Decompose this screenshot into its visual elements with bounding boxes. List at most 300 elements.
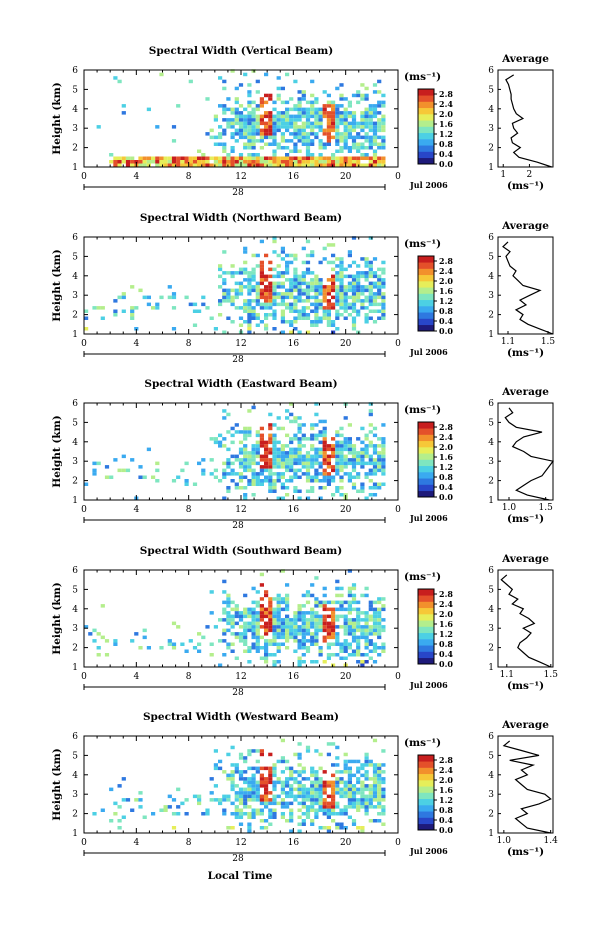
heatmap-cell: [373, 465, 377, 469]
heatmap-cell: [264, 795, 268, 799]
heatmap-cell: [331, 115, 335, 119]
heatmap-cell: [373, 296, 377, 300]
heatmap-cell: [335, 87, 339, 91]
profile-unit-label: (ms⁻¹): [506, 180, 545, 192]
heatmap-cell: [373, 153, 377, 157]
heatmap-cell: [344, 108, 348, 112]
heatmap-cell: [281, 802, 285, 806]
heatmap-cell: [331, 625, 335, 629]
heatmap-cell: [272, 153, 276, 157]
heatmap-cell: [365, 622, 369, 626]
heatmap-cell: [281, 483, 285, 487]
heatmap-cell: [272, 118, 276, 122]
profile-y-tick-label: 4: [488, 271, 494, 282]
day-label: 28: [232, 854, 244, 864]
heatmap-cell: [344, 306, 348, 310]
heatmap-cell: [281, 331, 285, 335]
heatmap-cell: [281, 122, 285, 126]
heatmap-cell: [277, 608, 281, 612]
heatmap-cell: [373, 285, 377, 289]
heatmap-cell: [377, 451, 381, 455]
heatmap-cell: [339, 608, 343, 612]
heatmap-cell: [247, 146, 251, 150]
heatmap-cell: [314, 115, 318, 119]
heatmap-cell: [231, 618, 235, 622]
heatmap-cell: [231, 271, 235, 275]
heatmap-cell: [319, 802, 323, 806]
heatmap-cell: [306, 472, 310, 476]
profile-frame: [498, 237, 553, 334]
heatmap-cell: [235, 430, 239, 434]
heatmap-cell: [277, 632, 281, 636]
heatmap-cell: [147, 296, 151, 300]
heatmap-cell: [319, 317, 323, 321]
heatmap-cell: [360, 136, 364, 140]
heatmap-cell: [264, 327, 268, 331]
heatmap-cell: [360, 129, 364, 133]
y-tick-label: 4: [72, 604, 78, 615]
profile-y-tick-label: 1: [488, 496, 494, 506]
heatmap-cell: [339, 451, 343, 455]
colorbar-swatch: [418, 786, 434, 793]
heatmap-cell: [256, 472, 260, 476]
heatmap-cell: [356, 490, 360, 494]
heatmap-cell: [260, 160, 264, 164]
heatmap-cell: [360, 292, 364, 296]
heatmap-cell: [293, 122, 297, 126]
heatmap-cell: [210, 791, 214, 795]
heatmap-cell: [314, 802, 318, 806]
heatmap-cell: [369, 763, 373, 767]
heatmap-cell: [268, 441, 272, 445]
heatmap-cell: [327, 303, 331, 307]
heatmap-cell: [335, 285, 339, 289]
heatmap-cell: [210, 590, 214, 594]
heatmap-cell: [365, 87, 369, 91]
heatmap-cell: [180, 164, 184, 168]
heatmap-cell: [226, 108, 230, 112]
heatmap-cell: [348, 441, 352, 445]
heatmap-cell: [310, 250, 314, 254]
heatmap-cell: [323, 809, 327, 813]
heatmap-cell: [285, 805, 289, 809]
heatmap-cell: [319, 604, 323, 608]
heatmap-cell: [235, 271, 239, 275]
heatmap-cell: [298, 289, 302, 293]
heatmap-cell: [243, 115, 247, 119]
heatmap-cell: [289, 774, 293, 778]
heatmap-cell: [306, 601, 310, 605]
heatmap-cell: [235, 101, 239, 105]
heatmap-cell: [360, 157, 364, 161]
heatmap-cell: [327, 465, 331, 469]
heatmap-cell: [369, 625, 373, 629]
heatmap-cell: [310, 80, 314, 84]
heatmap-cell: [218, 157, 222, 161]
heatmap-cell: [289, 160, 293, 164]
heatmap-cell: [352, 129, 356, 133]
colorbar-unit-label: (ms⁻¹): [404, 404, 442, 416]
heatmap-cell: [239, 823, 243, 827]
heatmap-cell: [252, 115, 256, 119]
heatmap-cell: [314, 125, 318, 129]
heatmap-cell: [277, 122, 281, 126]
heatmap-cell: [247, 767, 251, 771]
heatmap-cell: [310, 139, 314, 143]
colorbar-swatch: [418, 287, 434, 294]
y-tick-label: 1: [72, 163, 78, 173]
heatmap-cell: [339, 157, 343, 161]
heatmap-cell: [331, 157, 335, 161]
heatmap-cell: [365, 296, 369, 300]
heatmap-cell: [352, 650, 356, 654]
colorbar-swatch: [418, 127, 434, 134]
heatmap-cell: [260, 136, 264, 140]
heatmap-cell: [272, 636, 276, 640]
heatmap-cell: [243, 465, 247, 469]
heatmap-cell: [201, 458, 205, 462]
heatmap-cell: [344, 296, 348, 300]
heatmap-cell: [369, 788, 373, 792]
heatmap-cell: [327, 483, 331, 487]
heatmap-cell: [172, 296, 176, 300]
heatmap-cell: [268, 122, 272, 126]
heatmap-cell: [348, 250, 352, 254]
heatmap-cell: [323, 791, 327, 795]
heatmap-cell: [331, 608, 335, 612]
heatmap-cell: [327, 292, 331, 296]
heatmap-cell: [197, 160, 201, 164]
heatmap-cell: [264, 590, 268, 594]
heatmap-cell: [352, 139, 356, 143]
heatmap-cell: [373, 472, 377, 476]
heatmap-cell: [97, 462, 101, 466]
heatmap-cell: [281, 303, 285, 307]
heatmap-cell: [285, 444, 289, 448]
heatmap-cell: [306, 451, 310, 455]
colorbar-swatch: [418, 466, 434, 473]
heatmap-cell: [122, 104, 126, 108]
heatmap-cell: [319, 788, 323, 792]
heatmap-cell: [373, 493, 377, 497]
heatmap-cell: [306, 118, 310, 122]
heatmap-cell: [352, 143, 356, 147]
heatmap-cell: [339, 150, 343, 154]
heatmap-cell: [272, 597, 276, 601]
heatmap-cell: [289, 292, 293, 296]
heatmap-cell: [352, 324, 356, 328]
heatmap-cell: [339, 493, 343, 497]
heatmap-cell: [298, 618, 302, 622]
heatmap-cell: [310, 129, 314, 133]
heatmap-cell: [268, 115, 272, 119]
heatmap-cell: [381, 292, 385, 296]
heatmap-cell: [164, 809, 168, 813]
heatmap-cell: [235, 791, 239, 795]
heatmap-cell: [314, 136, 318, 140]
heatmap-cell: [281, 257, 285, 261]
heatmap-cell: [348, 798, 352, 802]
heatmap-cell: [260, 455, 264, 459]
heatmap-cell: [335, 303, 339, 307]
heatmap-cell: [231, 770, 235, 774]
heatmap-cell: [118, 164, 122, 168]
profile-x-tick-label: 2: [526, 170, 533, 180]
heatmap-cell: [319, 153, 323, 157]
heatmap-cell: [155, 479, 159, 483]
heatmap-cell: [235, 622, 239, 626]
heatmap-cell: [247, 313, 251, 317]
heatmap-cell: [205, 132, 209, 136]
heatmap-cell: [243, 458, 247, 462]
heatmap-cell: [319, 157, 323, 161]
heatmap-cell: [272, 479, 276, 483]
panel-1: [51, 45, 553, 198]
heatmap-cell: [306, 296, 310, 300]
heatmap-cell: [306, 139, 310, 143]
heatmap-cell: [293, 472, 297, 476]
heatmap-cell: [147, 448, 151, 452]
heatmap-cell: [231, 160, 235, 164]
heatmap-cell: [373, 292, 377, 296]
heatmap-cell: [285, 819, 289, 823]
heatmap-cell: [226, 458, 230, 462]
x-tick-label: 16: [287, 172, 300, 182]
heatmap-cell: [285, 296, 289, 300]
heatmap-cell: [189, 303, 193, 307]
heatmap-cell: [138, 476, 142, 480]
heatmap-cell: [377, 777, 381, 781]
heatmap-cell: [268, 479, 272, 483]
heatmap-cell: [293, 327, 297, 331]
heatmap-cell: [344, 97, 348, 101]
heatmap-cell: [113, 313, 117, 317]
heatmap-cell: [268, 462, 272, 466]
heatmap-cell: [344, 317, 348, 321]
heatmap-cell: [268, 465, 272, 469]
heatmap-cell: [151, 812, 155, 816]
heatmap-cell: [272, 313, 276, 317]
profile-x-tick-label: 1.5: [540, 337, 556, 347]
heatmap-cell: [298, 423, 302, 427]
heatmap-cell: [352, 125, 356, 129]
heatmap-cell: [381, 104, 385, 108]
heatmap-cell: [285, 306, 289, 310]
heatmap-cell: [310, 788, 314, 792]
heatmap-cell: [381, 268, 385, 272]
heatmap-cell: [348, 282, 352, 286]
heatmap-cell: [285, 289, 289, 293]
heatmap-cell: [143, 629, 147, 633]
x-tick-label: 4: [133, 339, 140, 349]
heatmap-cell: [214, 469, 218, 473]
heatmap-cell: [356, 826, 360, 830]
x-tick-label: 0: [395, 339, 401, 349]
heatmap-cell: [302, 434, 306, 438]
heatmap-cell: [356, 331, 360, 335]
heatmap-cell: [365, 278, 369, 282]
heatmap-cell: [210, 777, 214, 781]
heatmap-cell: [272, 618, 276, 622]
heatmap-cell: [306, 150, 310, 154]
heatmap-cell: [256, 798, 260, 802]
heatmap-cell: [373, 739, 377, 743]
heatmap-cell: [365, 146, 369, 150]
heatmap-cell: [239, 115, 243, 119]
heatmap-cell: [356, 132, 360, 136]
heatmap-cell: [298, 774, 302, 778]
heatmap-cell: [256, 601, 260, 605]
heatmap-cell: [272, 299, 276, 303]
heatmap-cell: [339, 462, 343, 466]
heatmap-cell: [319, 420, 323, 424]
profile-y-tick-label: 2: [488, 476, 494, 487]
heatmap-cell: [264, 611, 268, 615]
heatmap-cell: [256, 632, 260, 636]
heatmap-cell: [356, 805, 360, 809]
heatmap-cell: [314, 317, 318, 321]
colorbar-tick-label: 2.0: [439, 442, 453, 452]
heatmap-cell: [214, 157, 218, 161]
heatmap-cell: [285, 111, 289, 115]
heatmap-cell: [285, 493, 289, 497]
heatmap-cell: [239, 83, 243, 87]
heatmap-cell: [298, 788, 302, 792]
heatmap-cell: [298, 784, 302, 788]
heatmap-cell: [377, 622, 381, 626]
heatmap-cell: [323, 164, 327, 168]
heatmap-cell: [344, 601, 348, 605]
heatmap-cell: [352, 594, 356, 598]
heatmap-cell: [256, 296, 260, 300]
heatmap-cell: [298, 629, 302, 633]
heatmap-cell: [298, 742, 302, 746]
heatmap-cell: [92, 469, 96, 473]
colorbar-tick-label: 0.8: [439, 639, 453, 649]
heatmap-cell: [356, 622, 360, 626]
heatmap-cell: [277, 271, 281, 275]
heatmap-cell: [231, 303, 235, 307]
heatmap-cell: [298, 125, 302, 129]
colorbar-tick-label: 2.4: [439, 266, 453, 276]
heatmap-cell: [260, 657, 264, 661]
heatmap-cell: [176, 625, 180, 629]
heatmap-cell: [272, 770, 276, 774]
heatmap-cell: [268, 299, 272, 303]
heatmap-cell: [377, 653, 381, 657]
heatmap-cell: [373, 791, 377, 795]
heatmap-cell: [256, 451, 260, 455]
heatmap-cell: [323, 476, 327, 480]
heatmap-cell: [369, 444, 373, 448]
heatmap-cell: [285, 632, 289, 636]
heatmap-cell: [323, 111, 327, 115]
heatmap-cell: [369, 657, 373, 661]
heatmap-cell: [268, 618, 272, 622]
heatmap-cell: [327, 479, 331, 483]
y-tick-label: 6: [72, 233, 78, 243]
heatmap-cell: [272, 115, 276, 119]
heatmap-cell: [285, 139, 289, 143]
heatmap-cell: [356, 310, 360, 314]
heatmap-cell: [226, 448, 230, 452]
heatmap-cell: [306, 469, 310, 473]
heatmap-cell: [323, 455, 327, 459]
heatmap-cell: [331, 108, 335, 112]
heatmap-cell: [314, 660, 318, 664]
colorbar-swatch: [418, 595, 434, 602]
heatmap-cell: [356, 629, 360, 633]
heatmap-cell: [189, 160, 193, 164]
heatmap-cell: [344, 122, 348, 126]
heatmap-cell: [235, 292, 239, 296]
heatmap-cell: [356, 458, 360, 462]
heatmap-cell: [277, 416, 281, 420]
heatmap-cell: [314, 101, 318, 105]
heatmap-cell: [281, 458, 285, 462]
heatmap-cell: [293, 639, 297, 643]
heatmap-cell: [323, 639, 327, 643]
heatmap-cell: [264, 594, 268, 598]
heatmap-cell: [339, 257, 343, 261]
heatmap-cell: [222, 299, 226, 303]
heatmap-cell: [373, 122, 377, 126]
profile-y-tick-label: 5: [488, 252, 494, 263]
heatmap-cell: [331, 791, 335, 795]
heatmap-cell: [335, 490, 339, 494]
heatmap-cell: [352, 639, 356, 643]
heatmap-cell: [331, 111, 335, 115]
heatmap-cell: [235, 784, 239, 788]
colorbar-tick-label: 0.0: [439, 326, 453, 336]
heatmap-cell: [272, 101, 276, 105]
heatmap-cell: [377, 767, 381, 771]
heatmap-cell: [331, 285, 335, 289]
heatmap-cell: [331, 282, 335, 286]
heatmap-cell: [260, 132, 264, 136]
heatmap-cell: [231, 643, 235, 647]
heatmap-cell: [365, 798, 369, 802]
heatmap-cell: [281, 770, 285, 774]
heatmap-cell: [369, 455, 373, 459]
heatmap-cell: [373, 469, 377, 473]
heatmap-cell: [210, 458, 214, 462]
heatmap-cell: [285, 465, 289, 469]
heatmap-cell: [214, 327, 218, 331]
heatmap-cell: [201, 636, 205, 640]
heatmap-cell: [377, 611, 381, 615]
heatmap-cell: [264, 615, 268, 619]
heatmap-cell: [289, 809, 293, 813]
heatmap-cell: [243, 320, 247, 324]
colorbar-swatch: [418, 108, 434, 115]
heatmap-cell: [314, 576, 318, 580]
heatmap-cell: [247, 132, 251, 136]
heatmap-cell: [348, 111, 352, 115]
heatmap-cell: [256, 636, 260, 640]
heatmap-cell: [377, 101, 381, 105]
heatmap-cell: [281, 643, 285, 647]
heatmap-cell: [365, 795, 369, 799]
heatmap-cell: [314, 423, 318, 427]
heatmap-cell: [377, 458, 381, 462]
heatmap-cell: [360, 153, 364, 157]
heatmap-cell: [226, 472, 230, 476]
y-tick-label: 2: [72, 476, 78, 487]
heatmap-cell: [268, 469, 272, 473]
heatmap-cell: [281, 296, 285, 300]
heatmap-cell: [272, 275, 276, 279]
